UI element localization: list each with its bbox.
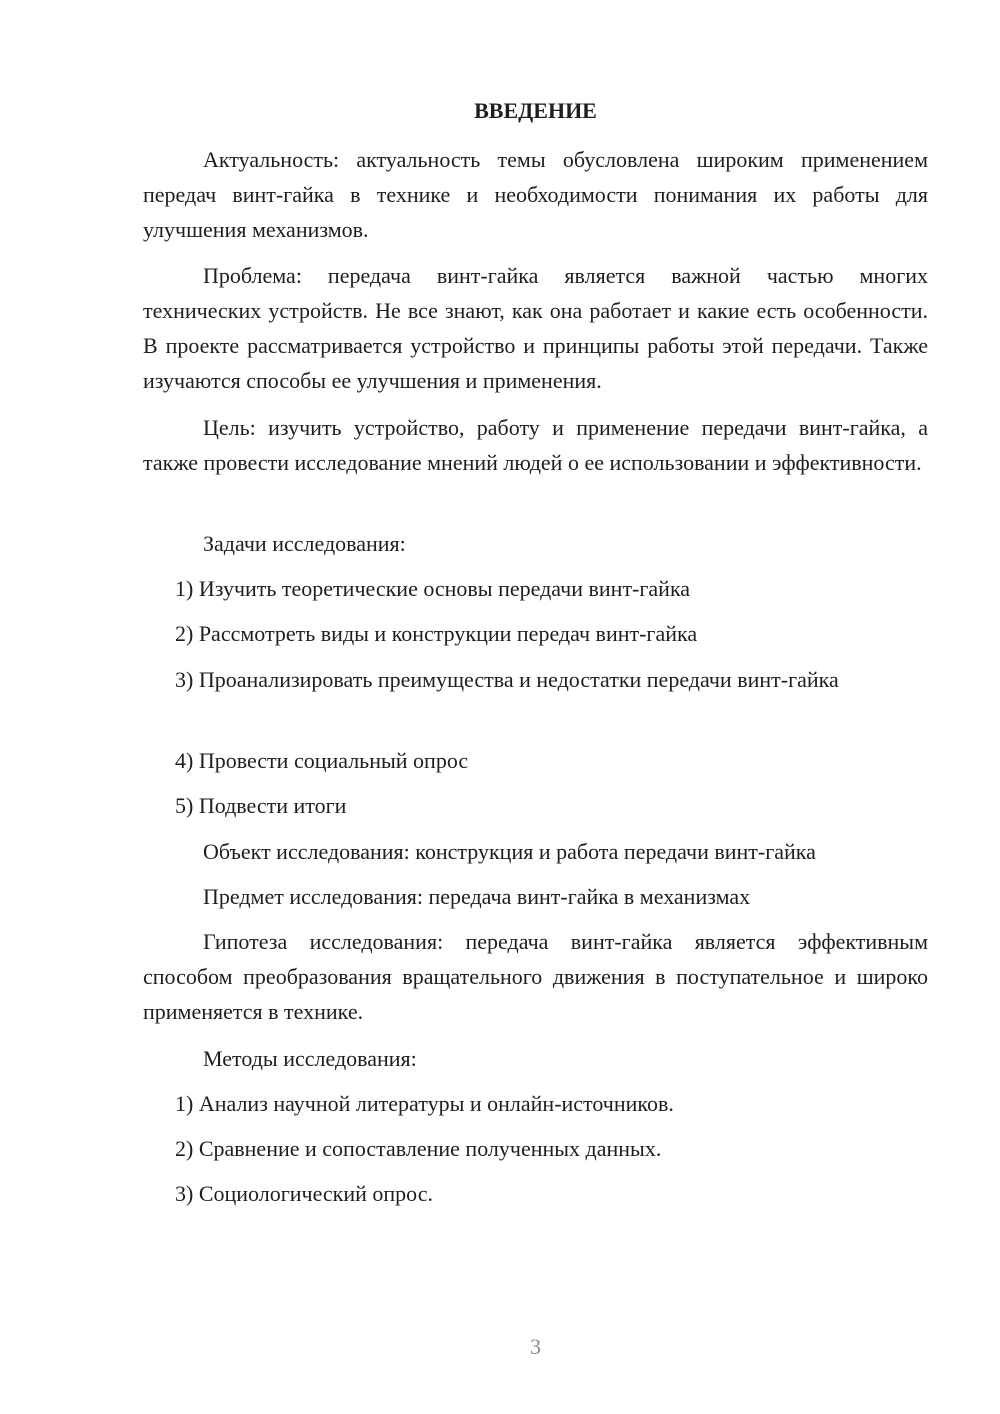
problem-paragraph: Проблема: передача винт-гайка является важной частью многих технических устройств. Не все знают, как она работает и какие есть особенности. В проекте рассматривается устройство и принципы работы этой передачи. Также изучаются способы ее улучшения и применения.	[143, 263, 928, 393]
subject-paragraph: Предмет исследования: передача винт-гайка в механизмах	[203, 884, 751, 909]
task-item: 5) Подвести итоги	[175, 793, 347, 818]
page-number: 3	[530, 1334, 541, 1359]
task-item: 3) Проанализировать преимущества и недостатки передачи винт-гайка	[175, 667, 839, 692]
method-item: 3) Социологический опрос.	[175, 1181, 433, 1206]
method-item: 1) Анализ научной литературы и онлайн-источников.	[175, 1091, 674, 1116]
task-item: 1) Изучить теоретические основы передачи винт-гайка	[175, 576, 691, 601]
relevance-paragraph: Актуальность: актуальность темы обусловлена широким применением передач винт-гайка в технике и необходимости понимания их работы для улучшения механизмов.	[143, 147, 928, 242]
methods-heading: Методы исследования:	[203, 1046, 417, 1071]
tasks-heading: Задачи исследования:	[203, 531, 406, 556]
object-paragraph: Объект исследования: конструкция и работа передачи винт-гайка	[203, 839, 816, 864]
goal-paragraph: Цель: изучить устройство, работу и применение передачи винт-гайка, а также провести исследование мнений людей о ее использовании и эффективности.	[143, 415, 928, 475]
section-title: ВВЕДЕНИЕ	[474, 98, 597, 123]
method-item: 2) Сравнение и сопоставление полученных данных.	[175, 1136, 662, 1161]
hypothesis-paragraph: Гипотеза исследования: передача винт-гайка является эффективным способом преобразования вращательного движения в поступательное и широко применяется в технике.	[143, 929, 928, 1024]
task-item: 2) Рассмотреть виды и конструкции передач винт-гайка	[175, 621, 698, 646]
task-item: 4) Провести социальный опрос	[175, 748, 469, 773]
document-page	[143, 0, 928, 1414]
